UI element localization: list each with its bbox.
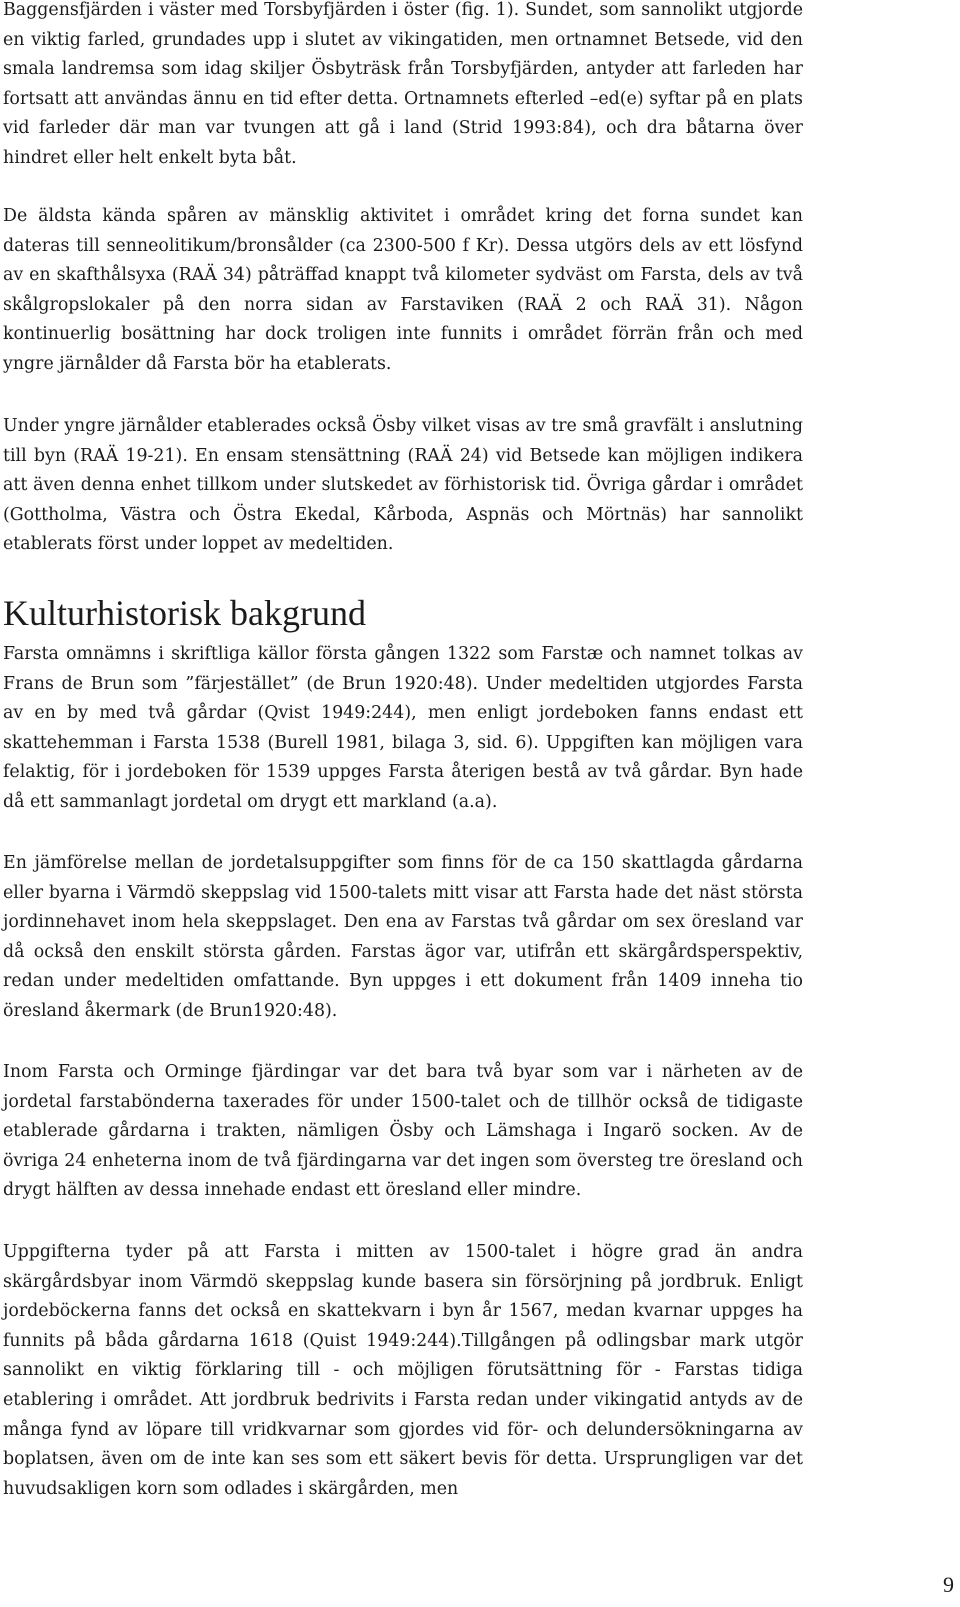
page-number: 9 (943, 1572, 954, 1597)
paragraph-farled: Baggensfjärden i väster med Torsbyfjärden i öster (fig. 1). Sundet, som sannolikt utgjorde en viktig farled, grundades upp i slutet av vikingatiden, men ortnamnet Betsede, vid den smala landremsa som idag skiljer Ösbyträsk från Torsbyfjärden, antyder att farleden har fortsatt att användas ännu en tid efter detta. Ortnamnets efterled –ed(e) syftar på en plats vid farleder där man var tvungen att gå i land (Strid 1993:84), och dra båtarna över hindret eller helt enkelt byta båt. (3, 0, 803, 168)
paragraph-yngre-jarnalder: Under yngre järnålder etablerades också Ösby vilket visas av tre små gravfält i anslutning till byn (RAÄ 19-21). En ensam stensättning (RAÄ 24) vid Betsede kan möjligen indikera att även denna enhet tillkom under slutskedet av förhistorisk tid. Övriga gårdar i området (Gottholma, Västra och Östra Ekedal, Kårboda, Aspnäs och Mörtnäs) har sannolikt etablerats först under loppet av medeltiden. (3, 416, 803, 555)
paragraph-farsta-omnamns: Farsta omnämns i skriftliga källor första gången 1322 som Farstæ och namnet tolkas av Frans de Brun som ”färjestället” (de Brun 1920:48). Under medeltiden utgjordes Farsta av en by med två gårdar (Qvist 1949:244), men enligt jordeboken fanns endast ett skattehemman i Farsta 1538 (Burell 1981, bilaga 3, sid. 6). Uppgiften kan möjligen vara felaktig, för i jordeboken för 1539 uppges Farsta återigen bestå av två gårdar. Byn hade då ett sammanlagt jordetal om drygt ett markland (a.a). (3, 644, 803, 812)
section-heading: Kulturhistorisk bakgrund (3, 593, 366, 633)
paragraph-farsta-orminge: Inom Farsta och Orminge fjärdingar var det bara två byar som var i närheten av de jordetal farstabönderna taxerades för under 1500-talet och de tillhör också de tidigaste etablerade gårdarna i trakten, nämligen Ösby och Lämshaga i Ingarö socken. Av de övriga 24 enheterna inom de två fjärdingarna var det ingen som översteg tre öresland och drygt hälften av dessa innehade endast ett öresland eller mindre. (3, 1062, 803, 1201)
paragraph-jamforelse: En jämförelse mellan de jordetalsuppgifter som finns för de ca 150 skattlagda gårdarna eller byarna i Värmdö skeppslag vid 1500-talets mitt visar att Farsta hade det näst största jordinnehavet inom hela skeppslaget. Den ena av Farstas två gårdar om sex öresland var då också den enskilt största gården. Farstas ägor var, utifrån ett skärgårdsperspektiv, redan under medeltiden omfattande. Byn uppges i ett dokument från 1409 inneha tio öresland åkermark (de Brun1920:48). (3, 853, 803, 1021)
paragraph-uppgifterna: Uppgifterna tyder på att Farsta i mitten av 1500-talet i högre grad än andra skärgårdsbyar inom Värmdö skeppslag kunde basera sin försörjning på jordbruk. Enligt jordeböckerna fanns det också en skattekvarn i byn år 1567, medan kvarnar uppges ha funnits på båda gårdarna 1618 (Quist 1949:244).Tillgången på odlingsbar mark utgör sannolikt en viktig förklaring till - och möjligen förutsättning för - Farstas tidiga etablering i området. Att jordbruk bedrivits i Farsta redan under vikingatid antyds av de många fynd av löpare till vridkvarnar som gjordes vid för- och delundersökningarna av boplatsen, även om de inte kan ses som ett säkert bevis för detta. Ursprungligen var det huvudsakligen korn som odlades i skärgården, men (3, 1242, 803, 1499)
paragraph-aldsta-spar: De äldsta kända spåren av mänsklig aktivitet i området kring det forna sundet kan dateras till senneolitikum/bronsålder (ca 2300-500 f Kr). Dessa utgörs dels av ett lösfynd av en skafthålsyxa (RAÄ 34) påträffad knappt två kilometer sydväst om Farsta, dels av två skålgropslokaler på den norra sidan av Farstaviken (RAÄ 2 och RAÄ 31). Någon kontinuerlig bosättning har dock troligen inte funnits i området förrän från och med yngre järnålder då Farsta bör ha etablerats. (3, 206, 803, 374)
